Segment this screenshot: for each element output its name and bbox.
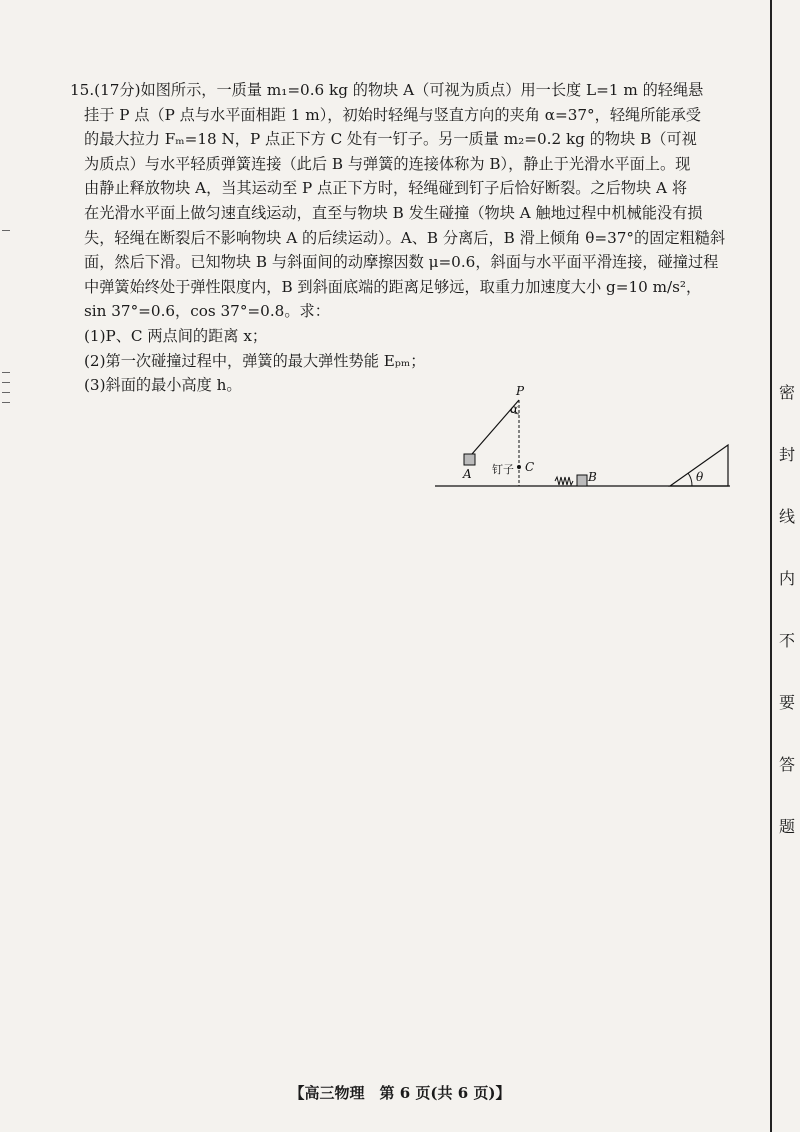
sub-question-1: (1)P、C 两点间的距离 x； [84, 326, 268, 345]
block-b [577, 475, 587, 486]
label-c: C [525, 460, 535, 474]
label-nail: 钉子 [492, 463, 514, 476]
question-line: 的最大拉力 Fₘ=18 N，P 点正下方 C 处有一钉子。另一质量 m₂=0.2 kg 的物块 B（可视 [84, 130, 697, 149]
nail-c [517, 465, 521, 469]
physics-figure [430, 380, 740, 495]
margin-tick [2, 392, 10, 393]
label-theta: θ [696, 470, 704, 484]
question-line: 失，轻绳在断裂后不影响物块 A 的后续运动）。A、B 分离后，B 滑上倾角 θ=37°的固定粗糙斜 [84, 228, 726, 247]
seal-char: 要 [778, 693, 795, 712]
label-p: P [516, 384, 525, 398]
block-a [464, 454, 475, 465]
label-alpha: α [510, 402, 519, 416]
seal-char: 题 [778, 817, 795, 836]
seal-char: 线 [778, 507, 795, 526]
seal-margin [764, 0, 800, 1132]
seal-char: 答 [778, 755, 795, 774]
sub-question-2: (2)第一次碰撞过程中，弹簧的最大弹性势能 Eₚₘ； [84, 351, 426, 370]
seal-text [776, 380, 798, 876]
question-line: 面，然后下滑。已知物块 B 与斜面间的动摩擦因数 μ=0.6，斜面与水平面平滑连接，碰撞过程 [84, 253, 719, 272]
angle-theta-arc [688, 473, 692, 486]
margin-tick [2, 372, 10, 373]
question-line: 在光滑水平面上做匀速直线运动，直至与物块 B 发生碰撞（物块 A 触地过程中机械能没有损 [84, 203, 703, 222]
question-line: 挂于 P 点（P 点与水平面相距 1 m），初始时轻绳与竖直方向的夹角 α=37°，轻绳所能承受 [84, 105, 701, 124]
seal-char: 密 [778, 383, 795, 402]
seal-line [770, 0, 772, 1132]
margin-tick [2, 230, 10, 231]
seal-char: 不 [778, 631, 795, 650]
sub-question-3: (3)斜面的最小高度 h。 [84, 376, 242, 395]
page-footer: 【高三物理 第 6 页(共 6 页)】 [289, 1084, 511, 1102]
question-line: sin 37°=0.6，cos 37°=0.8。求： [84, 302, 330, 321]
label-a: A [463, 467, 472, 481]
spring [555, 477, 573, 485]
margin-tick [2, 402, 10, 403]
seal-char: 封 [778, 445, 795, 464]
question-line: 由静止释放物块 A，当其运动至 P 点正下方时，轻绳碰到钉子后恰好断裂。之后物块 A 将 [84, 179, 688, 198]
question-line: 中弹簧始终处于弹性限度内，B 到斜面底端的距离足够远，取重力加速度大小 g=10 m/s²， [84, 277, 702, 296]
question-15 [70, 78, 730, 398]
margin-tick [2, 382, 10, 383]
label-b: B [588, 470, 597, 484]
question-line: 为质点）与水平轻质弹簧连接（此后 B 与弹簧的连接体称为 B），静止于光滑水平面上。现 [84, 154, 691, 173]
seal-char: 内 [778, 569, 795, 588]
question-line: 15.(17分)如图所示，一质量 m₁=0.6 kg 的物块 A（可视为质点）用一长度 L=1 m 的轻绳悬 [70, 81, 704, 99]
